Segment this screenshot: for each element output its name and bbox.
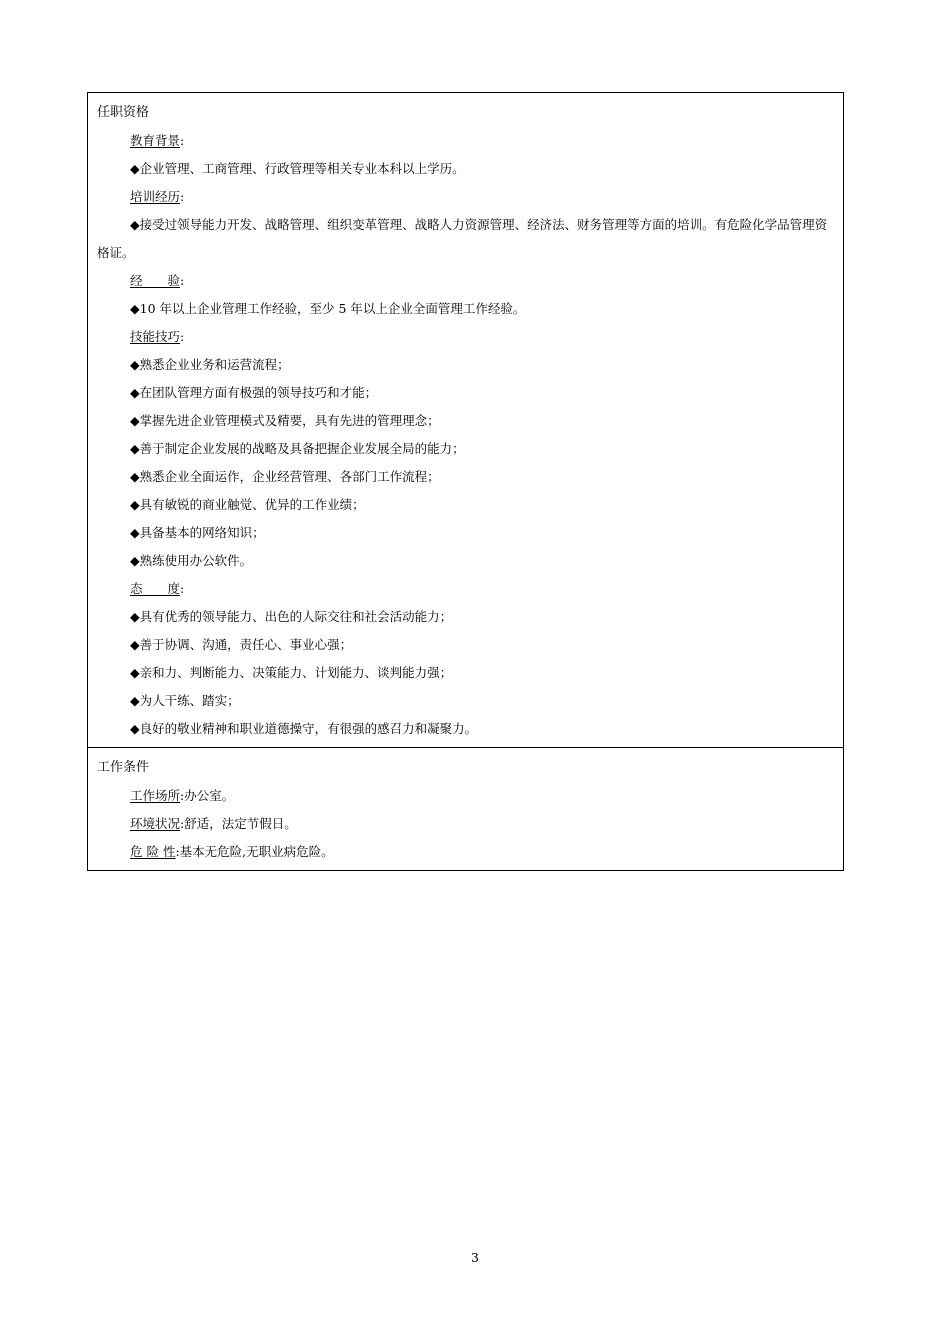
skills-item: ◆熟悉企业全面运作，企业经营管理、各部门工作流程； bbox=[130, 469, 440, 484]
skills-colon: : bbox=[180, 329, 185, 344]
attitude-item: ◆具有优秀的领导能力、出色的人际交往和社会活动能力； bbox=[130, 609, 453, 624]
environment-label: 环境状况 bbox=[130, 816, 181, 831]
attitude-colon: : bbox=[180, 581, 185, 596]
conditions-title: 工作条件 bbox=[97, 760, 150, 775]
training-heading bbox=[97, 183, 834, 211]
experience-heading bbox=[97, 267, 834, 295]
hazard-label: 危 险 性 bbox=[130, 844, 176, 859]
workplace-value: :办公室。 bbox=[180, 788, 235, 803]
skills-heading bbox=[97, 323, 834, 351]
page-number: 3 bbox=[471, 1250, 479, 1265]
workplace-label: 工作场所 bbox=[130, 788, 181, 803]
attitude-label: 态 度 bbox=[130, 581, 181, 596]
qualifications-title: 任职资格 bbox=[97, 105, 150, 120]
training-colon: : bbox=[180, 189, 185, 204]
skills-item: ◆具有敏锐的商业触觉、优异的工作业绩； bbox=[130, 497, 365, 512]
training-label: 培训经历 bbox=[130, 189, 181, 204]
environment-value: :舒适，法定节假日。 bbox=[180, 816, 297, 831]
hazard-row bbox=[97, 838, 834, 866]
attitude-heading bbox=[97, 575, 834, 603]
skills-item: ◆熟练使用办公软件。 bbox=[130, 553, 253, 568]
education-heading bbox=[97, 127, 834, 155]
qualifications-section bbox=[88, 93, 843, 747]
hazard-value: :基本无危险,无职业病危险。 bbox=[175, 844, 334, 859]
skills-item: ◆善于制定企业发展的战略及具备把握企业发展全局的能力； bbox=[130, 441, 465, 456]
skills-item: ◆在团队管理方面有极强的领导技巧和才能； bbox=[130, 385, 378, 400]
attitude-item: ◆为人干练、踏实； bbox=[130, 693, 240, 708]
skills-label: 技能技巧 bbox=[130, 329, 181, 344]
experience-label: 经 验 bbox=[130, 273, 181, 288]
experience-colon: : bbox=[180, 273, 185, 288]
education-label: 教育背景 bbox=[130, 133, 181, 148]
job-description-table bbox=[87, 92, 844, 871]
attitude-item: ◆善于协调、沟通，责任心、事业心强； bbox=[130, 637, 353, 652]
experience-item: ◆10 年以上企业管理工作经验，至少 5 年以上企业全面管理工作经验。 bbox=[130, 301, 526, 316]
attitude-item: ◆亲和力、判断能力、决策能力、计划能力、谈判能力强； bbox=[130, 665, 453, 680]
education-item: ◆企业管理、工商管理、行政管理等相关专业本科以上学历。 bbox=[130, 161, 465, 176]
environment-row bbox=[97, 810, 834, 838]
training-item: ◆接受过领导能力开发、战略管理、组织变革管理、战略人力资源管理、经济法、财务管理等方面的培训。有危险化学品管理资格证。 bbox=[97, 217, 828, 260]
attitude-item: ◆良好的敬业精神和职业道德操守，有很强的感召力和凝聚力。 bbox=[130, 721, 478, 736]
skills-item: ◆具备基本的网络知识； bbox=[130, 525, 265, 540]
conditions-section bbox=[88, 747, 843, 870]
skills-item: ◆熟悉企业业务和运营流程； bbox=[130, 357, 290, 372]
education-colon: : bbox=[180, 133, 185, 148]
skills-item: ◆掌握先进企业管理模式及精要，具有先进的管理理念； bbox=[130, 413, 440, 428]
workplace-row bbox=[97, 782, 834, 810]
